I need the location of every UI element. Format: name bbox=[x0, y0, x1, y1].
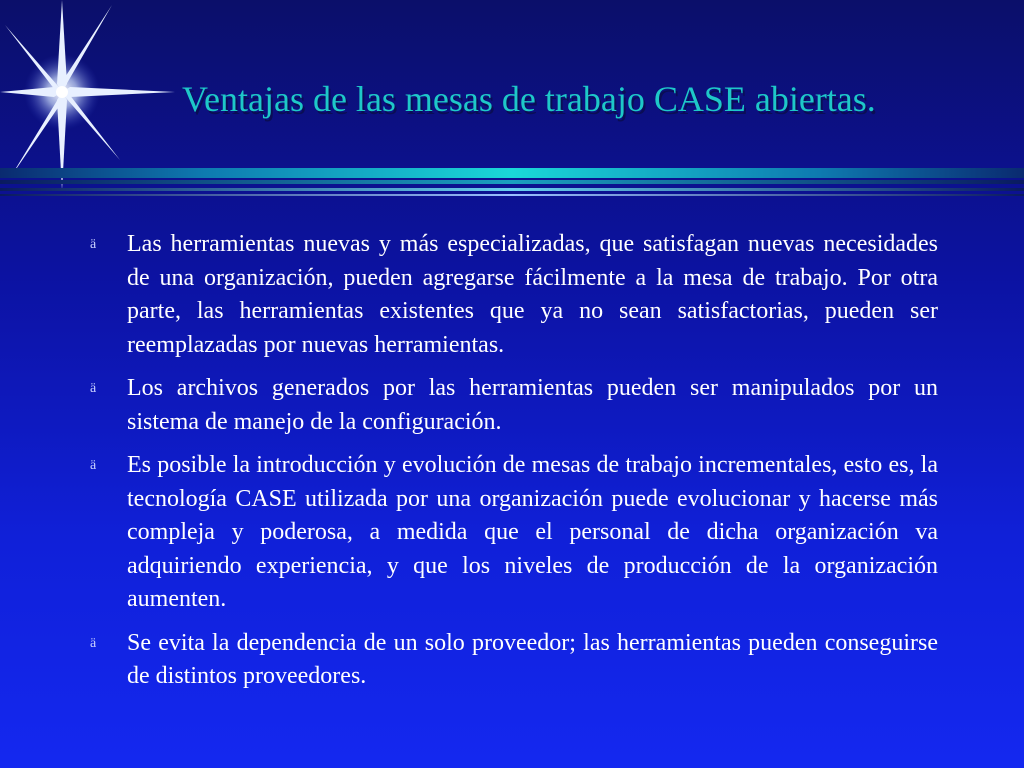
bullet-text: Es posible la introducción y evolución de mesas de trabajo incrementales, esto es, la tecnología CASE utilizada por una organización puede evolucionar y hacerse más compleja y poderosa, a medida que el personal de dicha organización va adquiriendo experiencia, y que los niveles de producción de la organización aumenten. bbox=[127, 452, 938, 612]
bullet-text: Los archivos generados por las herramientas pueden ser manipulados por un sistema de manejo de la configuración. bbox=[127, 375, 938, 435]
bullet-text: Se evita la dependencia de un solo proveedor; las herramientas pueden conseguirse de distintos proveedores. bbox=[127, 629, 938, 689]
bullet-list bbox=[90, 228, 938, 704]
bullet-icon: ä bbox=[90, 381, 97, 396]
title-divider bbox=[0, 168, 1024, 198]
slide-title: Ventajas de las mesas de trabajo CASE abiertas. bbox=[182, 79, 876, 119]
bullet-icon: ä bbox=[90, 635, 97, 651]
bullet-item bbox=[90, 449, 938, 617]
bullet-item bbox=[90, 228, 938, 362]
bullet-icon: ä bbox=[90, 458, 97, 473]
bullet-item bbox=[90, 627, 938, 694]
bullet-icon: ä bbox=[90, 237, 97, 252]
bullet-text: Las herramientas nuevas y más especializadas, que satisfagan nuevas necesidades de una organización, pueden agregarse fácilmente a la mesa de trabajo. Por otra parte, las herramientas existentes que ya no sean satisfactorias, pueden ser reemplazadas por nuevas herramientas. bbox=[127, 231, 938, 358]
bullet-item bbox=[90, 372, 938, 439]
